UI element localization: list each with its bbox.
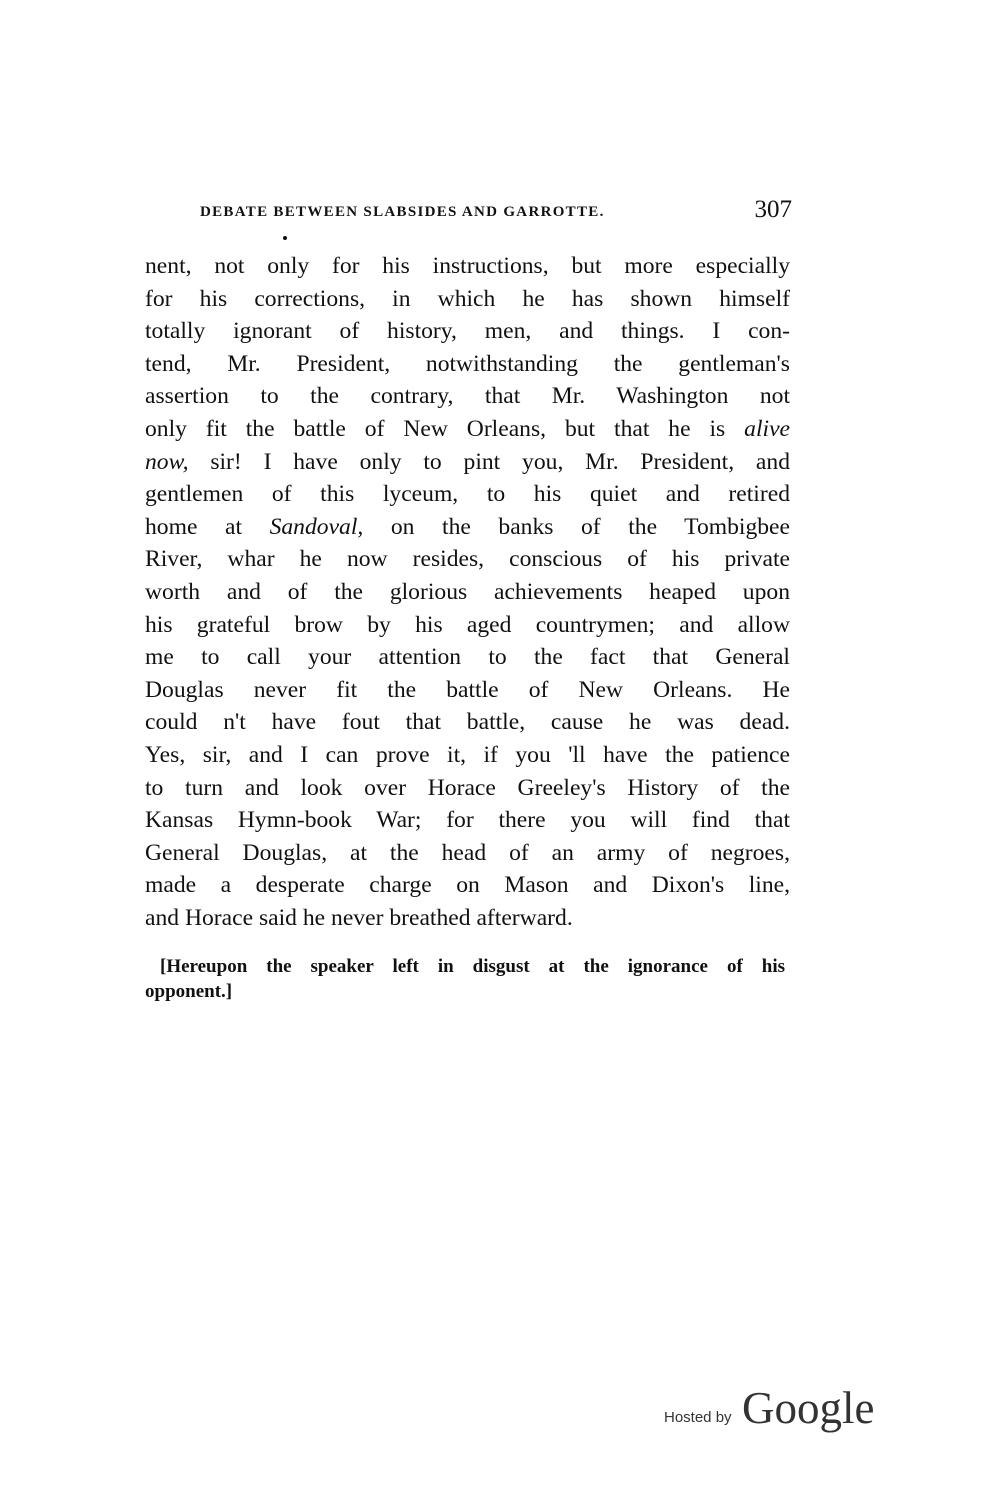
google-logo: Google xyxy=(742,1383,875,1433)
text-segment: on the banks of the Tombigbee xyxy=(390,513,790,540)
text-line: assertion to the contrary, that Mr. Washington not xyxy=(145,383,790,410)
text-line: River, whar he now resides, conscious of his private xyxy=(145,546,790,573)
text-line: made a desperate charge on Mason and Dixon's line, xyxy=(145,872,790,899)
italic-phrase: alive xyxy=(744,415,791,442)
hosted-by-google-watermark xyxy=(664,1382,875,1442)
text-line: Kansas Hymn-book War; for there you will find that xyxy=(145,807,790,834)
note-line: opponent.] xyxy=(145,981,233,1002)
text-line: worth and of the glorious achievements heaped upon xyxy=(145,578,790,605)
text-line: Yes, sir, and I can prove it, if you 'll have the patience xyxy=(145,741,790,768)
text-line: to turn and look over Horace Greeley's History of the xyxy=(145,774,790,801)
text-segment: home at xyxy=(145,513,243,540)
text-segment: sir! I have only to pint you, Mr. President, and xyxy=(210,448,790,475)
hosted-by-label: Hosted by xyxy=(664,1409,732,1426)
text-segment: only fit the battle of New Orleans, but that he is xyxy=(145,415,726,442)
text-line: for his corrections, in which he has shown himself xyxy=(145,285,790,312)
text-line: totally ignorant of history, men, and things. I con- xyxy=(145,318,790,345)
italic-phrase: now, xyxy=(145,448,189,475)
running-title: DEBATE BETWEEN SLABSIDES AND GARROTTE. xyxy=(200,204,605,220)
text-line xyxy=(145,446,790,479)
stage-direction-note xyxy=(145,954,785,1004)
text-line: tend, Mr. President, notwithstanding the gentleman's xyxy=(145,350,790,377)
page-number: 307 xyxy=(754,196,792,223)
text-line: and Horace said he never breathed afterward. xyxy=(145,904,573,931)
text-line: Douglas never fit the battle of New Orleans. He xyxy=(145,676,790,703)
text-line xyxy=(145,511,790,544)
note-line: [Hereupon the speaker left in disgust at the ignorance of his xyxy=(160,956,785,977)
body-text xyxy=(145,250,790,934)
text-line xyxy=(145,413,790,446)
italic-phrase: Sandoval, xyxy=(269,513,364,540)
text-line: gentlemen of this lyceum, to his quiet and retired xyxy=(145,481,790,508)
running-head xyxy=(200,196,792,226)
text-line: could n't have fout that battle, cause he was dead. xyxy=(145,709,790,736)
text-line: nent, not only for his instructions, but more especially xyxy=(145,253,790,279)
text-line: me to call your attention to the fact that General xyxy=(145,644,790,671)
text-line: General Douglas, at the head of an army of negroes, xyxy=(145,839,790,866)
ink-dot-mark xyxy=(283,236,287,240)
text-line: his grateful brow by his aged countrymen; and allow xyxy=(145,611,790,638)
